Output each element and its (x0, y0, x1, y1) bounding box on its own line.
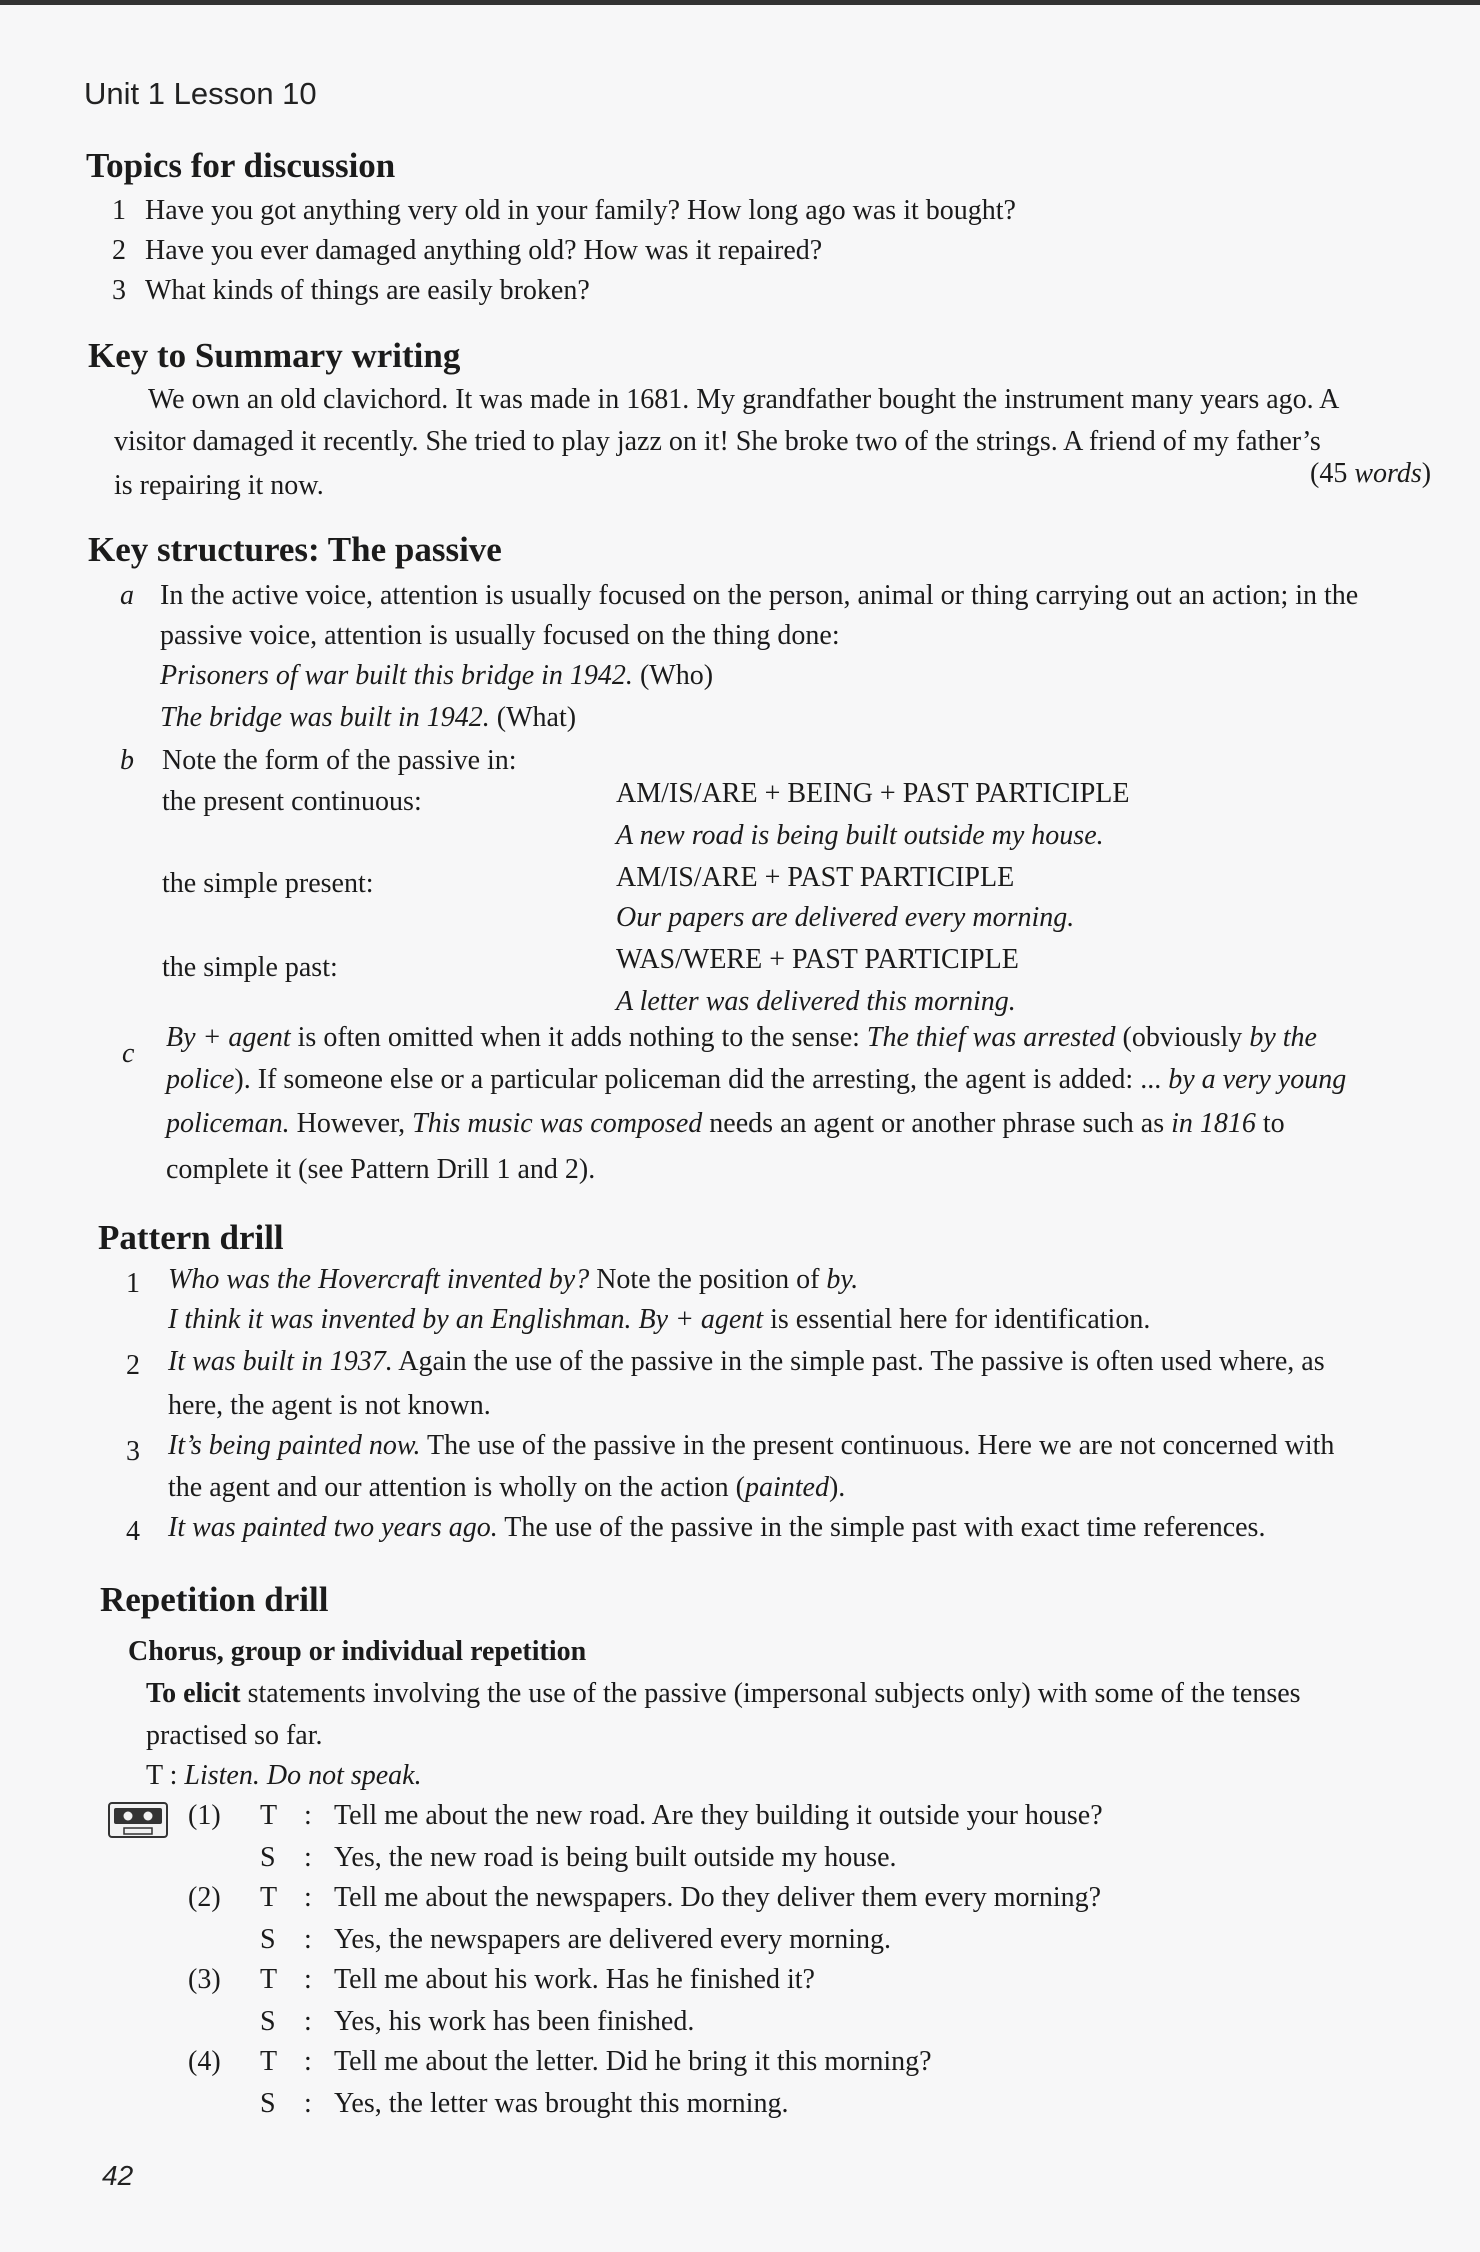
tense-form: WAS/WERE + PAST PARTICIPLE (616, 944, 1019, 975)
teacher-label: T (260, 1964, 278, 1995)
word-count: (45 words) (1310, 458, 1432, 489)
pattern-line: the agent and our attention is wholly on the action (painted). (168, 1472, 846, 1503)
pattern-heading: Pattern drill (98, 1218, 284, 1257)
teacher-label: T (260, 1800, 278, 1831)
repetition-intro: practised so far. (146, 1720, 323, 1751)
teacher-label: T (260, 2046, 278, 2077)
tense-name: the present continuous: (162, 786, 422, 817)
section-label-c: c (122, 1038, 135, 1069)
pattern-line: It was built in 1937. Again the use of the passive in the simple past. The passive is often used where, as (168, 1346, 1325, 1377)
summary-line: visitor damaged it recently. She tried to play jazz on it! She broke two of the strings. A friend of my father’s (114, 426, 1321, 457)
structure-c-line: police). If someone else or a particular policeman did the arresting, the agent is added: ... by a very young (166, 1064, 1347, 1095)
student-label: S (260, 1924, 276, 1955)
pattern-line: Who was the Hovercraft invented by? Note the position of by. (168, 1264, 859, 1295)
teacher-line: Tell me about the newspapers. Do they deliver them every morning? (334, 1882, 1102, 1913)
listen-instruction: T : Listen. Do not speak. (146, 1760, 422, 1791)
teacher-line: Tell me about his work. Has he finished it? (334, 1964, 815, 1995)
teacher-line: Tell me about the new road. Are they building it outside your house? (334, 1800, 1103, 1831)
top-border (0, 0, 1480, 5)
structure-a-line: passive voice, attention is usually focused on the thing done: (160, 620, 840, 651)
student-label: S (260, 2006, 276, 2037)
colon: : (304, 1964, 312, 1995)
topic-number: 3 (112, 275, 126, 306)
student-line: Yes, the letter was brought this morning. (334, 2088, 789, 2119)
structure-a-example: The bridge was built in 1942. (What) (160, 702, 577, 733)
pattern-line: here, the agent is not known. (168, 1390, 491, 1421)
repetition-heading: Repetition drill (100, 1580, 329, 1619)
structure-c-line: policeman. However, This music was composed needs an agent or another phrase such as in 1816 to (166, 1108, 1285, 1139)
topic-number: 2 (112, 235, 126, 266)
structures-heading: Key structures: The passive (88, 530, 502, 569)
teacher-line: Tell me about the letter. Did he bring it this morning? (334, 2046, 932, 2077)
section-label-a: a (120, 580, 134, 611)
tense-example: Our papers are delivered every morning. (616, 902, 1075, 933)
student-line: Yes, the newspapers are delivered every morning. (334, 1924, 891, 1955)
student-line: Yes, the new road is being built outside my house. (334, 1842, 897, 1873)
summary-line: is repairing it now. (114, 470, 324, 501)
structure-b-intro: Note the form of the passive in: (162, 745, 517, 776)
pattern-line: It’s being painted now. The use of the passive in the present continuous. Here we are not concerned with (168, 1430, 1335, 1461)
drill-number: 3 (126, 1436, 140, 1467)
drill-item-number: (2) (188, 1882, 221, 1913)
tense-form: AM/IS/ARE + PAST PARTICIPLE (616, 862, 1015, 893)
student-line: Yes, his work has been finished. (334, 2006, 695, 2037)
structure-c-line: complete it (see Pattern Drill 1 and 2). (166, 1154, 596, 1185)
structure-c-line: By + agent is often omitted when it adds nothing to the sense: The thief was arrested (obviously by the (166, 1022, 1317, 1053)
student-label: S (260, 2088, 276, 2119)
drill-number: 2 (126, 1350, 140, 1381)
cassette-tape-icon (108, 1802, 168, 1838)
structure-a-example: Prisoners of war built this bridge in 1942. (Who) (160, 660, 714, 691)
colon: : (304, 1842, 312, 1873)
running-header: Unit 1 Lesson 10 (84, 76, 317, 111)
tense-name: the simple present: (162, 868, 374, 899)
student-label: S (260, 1842, 276, 1873)
colon: : (304, 1882, 312, 1913)
repetition-subheading: Chorus, group or individual repetition (128, 1636, 587, 1667)
tense-form: AM/IS/ARE + BEING + PAST PARTICIPLE (616, 778, 1130, 809)
summary-heading: Key to Summary writing (88, 336, 461, 375)
drill-number: 4 (126, 1516, 140, 1547)
colon: : (304, 2046, 312, 2077)
topic-text: Have you ever damaged anything old? How was it repaired? (145, 235, 823, 266)
summary-line: We own an old clavichord. It was made in 1681. My grandfather bought the instrument many years ago. A (148, 384, 1340, 415)
topic-text: Have you got anything very old in your family? How long ago was it bought? (145, 195, 1016, 226)
tense-example: A letter was delivered this morning. (616, 986, 1016, 1017)
colon: : (304, 1800, 312, 1831)
section-label-b: b (120, 745, 134, 776)
pattern-line: It was painted two years ago. The use of the passive in the simple past with exact time references. (168, 1512, 1266, 1543)
drill-item-number: (3) (188, 1964, 221, 1995)
drill-item-number: (4) (188, 2046, 221, 2077)
drill-number: 1 (126, 1268, 140, 1299)
topic-number: 1 (112, 195, 126, 226)
page-number: 42 (102, 2160, 134, 2191)
teacher-label: T (260, 1882, 278, 1913)
topics-heading: Topics for discussion (86, 146, 396, 185)
colon: : (304, 2088, 312, 2119)
repetition-intro: To elicit statements involving the use of the passive (impersonal subjects only) with some of the tenses (146, 1678, 1301, 1709)
pattern-line: I think it was invented by an Englishman. By + agent is essential here for identification. (168, 1304, 1151, 1335)
drill-item-number: (1) (188, 1800, 221, 1831)
colon: : (304, 1924, 312, 1955)
tense-example: A new road is being built outside my house. (616, 820, 1104, 851)
tense-name: the simple past: (162, 952, 338, 983)
colon: : (304, 2006, 312, 2037)
structure-a-line: In the active voice, attention is usually focused on the person, animal or thing carrying out an action; in the (160, 580, 1359, 611)
topic-text: What kinds of things are easily broken? (145, 275, 590, 306)
